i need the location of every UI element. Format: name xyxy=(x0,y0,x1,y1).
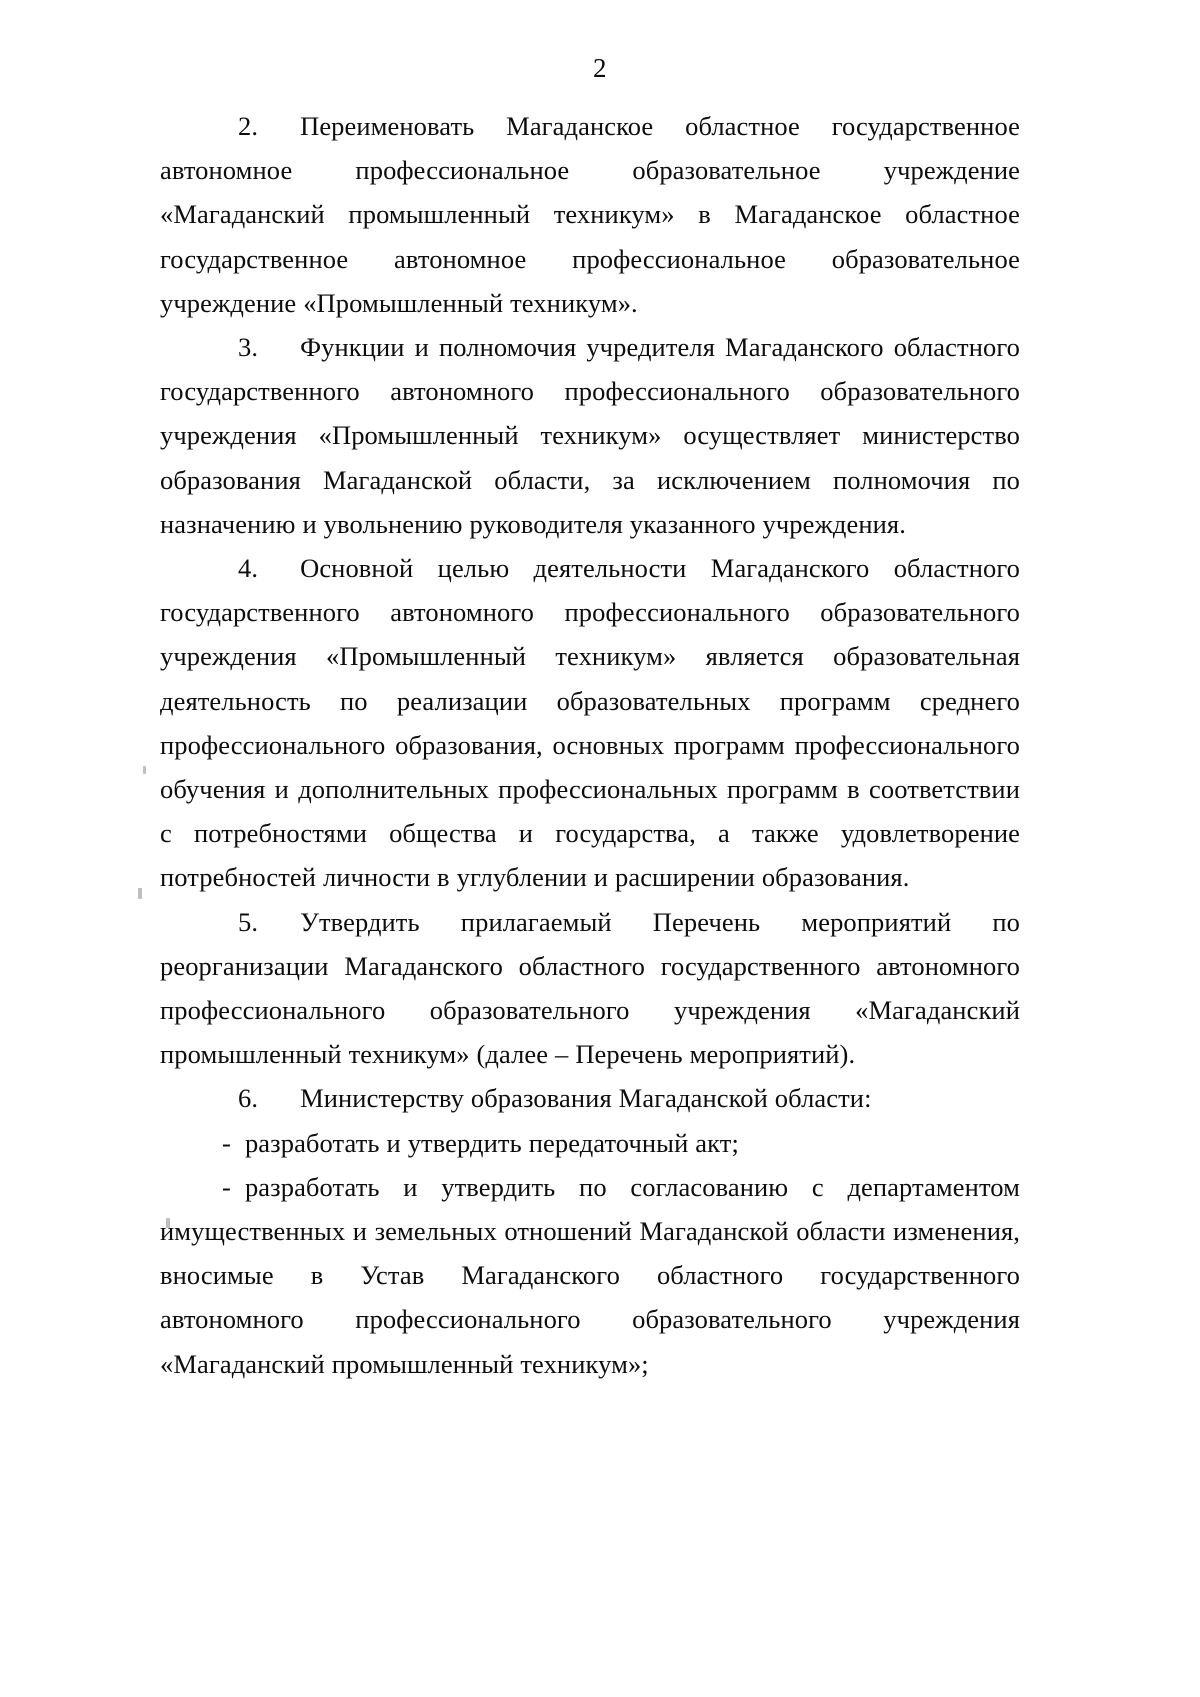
dash-marker: - xyxy=(222,1171,231,1202)
list-marker-2: 2. xyxy=(238,111,259,141)
list-marker-6: 6. xyxy=(238,1083,259,1114)
page-number: 2 xyxy=(593,53,607,83)
list-marker-5: 5. xyxy=(238,906,259,937)
scan-speck xyxy=(138,888,142,899)
paragraph-item-3 xyxy=(160,325,1020,546)
paragraph-item-5 xyxy=(160,900,1020,1077)
paragraph-text-6-dash-1: разработать и утвердить передаточный акт; xyxy=(244,1127,739,1158)
dash-marker: - xyxy=(222,1127,231,1158)
paragraph-item-4 xyxy=(160,546,1020,900)
paragraph-text-2: Переименовать Магаданское областное государственное автономное профессиональное образовательное учреждение «Магаданский промышленный техникум» в Магаданское областное государственное автономное профессиональное образовательное учреждение «Промышленный техникум». xyxy=(160,111,1020,318)
paragraph-item-6 xyxy=(160,1076,1020,1120)
paragraph-text-4: Основной целью деятельности Магаданского областного государственного автономного профессионального образовательного учреждения «Промышленный техникум» является образовательная деятельность по реализации образовательных программ среднего профессионального образования, основных программ профессионального обучения и дополнительных профессиональных программ в соответствии с потребностями общества и государства, а также удовлетворение потребностей личности в углублении и расширении образования. xyxy=(160,553,1020,893)
paragraph-text-3: Функции и полномочия учредителя Магаданского областного государственного автономного профессионального образовательного учреждения «Промышленный техникум» осуществляет министерство образования Магаданской области, за исключением полномочия по назначению и увольнению руководителя указанного учреждения. xyxy=(160,332,1020,539)
list-marker-4: 4. xyxy=(238,553,259,584)
paragraph-item-2 xyxy=(160,104,1020,325)
paragraph-text-5: Утвердить прилагаемый Перечень мероприятий по реорганизации Магаданского областного государственного автономного профессионального образовательного учреждения «Магаданский промышленный техникум» (далее – Перечень мероприятий). xyxy=(160,906,1020,1070)
paragraph-text-6-dash-2: разработать и утвердить по согласованию с департаментом имущественных и земельных отношений Магаданской области изменения, вносимые в Устав Магаданского областного государственного автономного профессионального образовательного учреждения «Магаданский промышленный техникум»; xyxy=(160,1171,1020,1379)
paragraph-item-6-dash-2 xyxy=(160,1165,1020,1386)
paragraph-item-6-dash-1 xyxy=(160,1121,1020,1165)
scan-speck xyxy=(143,766,146,774)
document-body xyxy=(160,104,1020,1386)
paragraph-text-6: Министерству образования Магаданской области: xyxy=(300,1083,872,1114)
list-marker-3: 3. xyxy=(238,332,259,363)
